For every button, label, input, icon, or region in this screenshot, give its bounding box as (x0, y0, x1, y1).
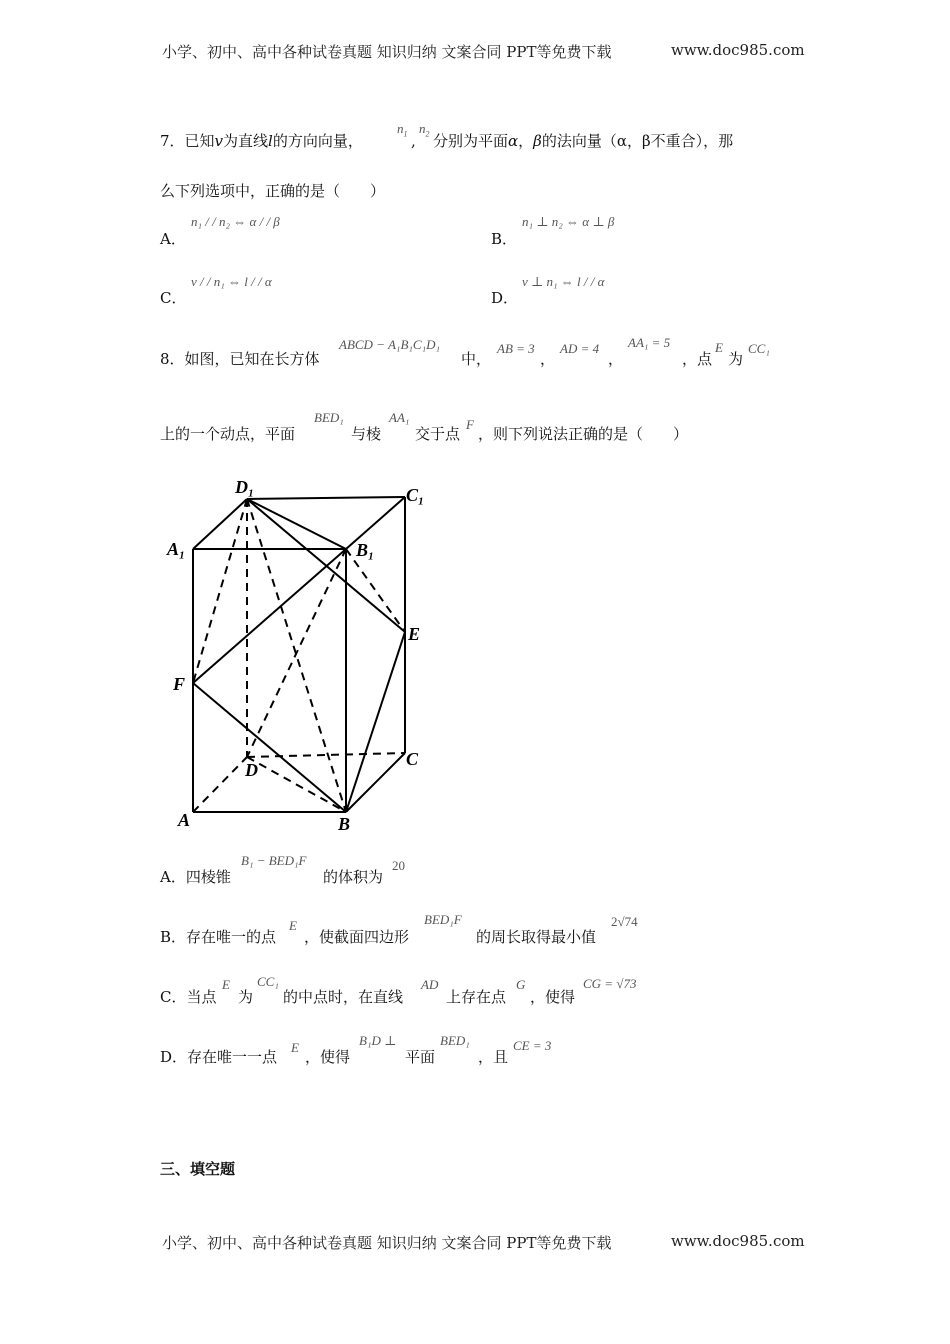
q8-text-zhong: 中， (461, 350, 492, 368)
q8-option-c-math1: E (222, 977, 230, 992)
q8-ab: AB = 3 (497, 341, 535, 356)
q8-plane-bed1: BED₁ (314, 410, 344, 425)
q8-option-c-math3: AD (421, 977, 439, 992)
q8-option-c-text1: 为 (238, 988, 254, 1006)
q8-option-c-math2: CC₁ (257, 974, 279, 989)
footer-site-url[interactable]: www.doc985.com (671, 1232, 805, 1250)
label-b: B (338, 814, 351, 834)
q8-comma-2: ， (608, 350, 624, 368)
q8-text-jiaoyudian: 交于点 (415, 425, 461, 443)
q7-option-d-math: v ⊥ n₁ ⇔ l / / α (522, 274, 605, 289)
q8-option-a-math1: B₁ − BED₁F (241, 853, 307, 868)
q7-option-a-label: A． (160, 230, 186, 248)
q7-line1: 7．已知v为直线l的方向向量， (160, 132, 363, 150)
q8-option-d-math2: B₁D ⊥ (359, 1033, 397, 1048)
q8-option-d-text1: ，使得 (305, 1048, 351, 1066)
q8-line1-start: 8．如图，已知在长方体 (160, 350, 320, 368)
q8-text-yuleng: 与棱 (351, 425, 382, 443)
q8-option-c-text4: ，使得 (530, 988, 576, 1006)
q8-option-d-math1: E (291, 1040, 299, 1055)
q8-option-b-math2: BED₁F (424, 912, 462, 927)
q8-option-b-math1: E (289, 918, 297, 933)
q8-e: E (715, 340, 723, 355)
q8-option-d-text3: ，且 (478, 1048, 509, 1066)
label-f: F (173, 674, 186, 694)
label-b1: B₁ (356, 540, 375, 560)
label-d1: D₁ (235, 477, 255, 497)
q8-text-wei: 为 (728, 350, 744, 368)
q8-ad: AD = 4 (560, 341, 600, 356)
label-d: D (245, 760, 258, 780)
q7-line2: 么下列选项中，正确的是（ ） (160, 182, 386, 200)
q8-option-c-label: C．当点 (160, 988, 217, 1006)
q8-cc1: CC₁ (748, 341, 770, 356)
q7-option-d-label: D． (491, 289, 519, 307)
q8-option-d-text2: 平面 (405, 1048, 436, 1066)
q8-line2-end: ，则下列说法正确的是（ ） (478, 425, 689, 443)
q7-option-a-math: n₁ / / n₂ ⇔ α / / β (191, 214, 280, 229)
q8-option-b-label: B．存在唯一的点 (160, 928, 277, 946)
q8-option-c-math5: CG = √73 (583, 976, 637, 991)
label-c1: C₁ (406, 485, 425, 505)
q8-option-a-label: A．四棱锥 (160, 868, 231, 886)
q7-line1-rest: 分别为平面α，β的法向量（α，β不重合），那 (433, 132, 734, 150)
q8-option-d-math3: BED₁ (440, 1033, 470, 1048)
q7-comma: , (411, 132, 416, 150)
q8-comma-1: ， (540, 350, 556, 368)
q8-option-c-math4: G (516, 977, 526, 992)
q8-option-b-math3: 2√74 (611, 914, 638, 929)
footer-promo-text: 小学、初中、高中各种试卷真题 知识归纳 文案合同 PPT等免费下载 (162, 1234, 612, 1252)
q8-option-a-text: 的体积为 (323, 868, 384, 886)
q8-option-a-math2: 20 (392, 858, 405, 873)
q8-f: F (466, 417, 474, 432)
header-promo-text: 小学、初中、高中各种试卷真题 知识归纳 文案合同 PPT等免费下载 (162, 43, 612, 61)
cuboid-figure (160, 470, 460, 840)
q7-option-b-label: B． (491, 230, 518, 248)
q8-option-b-text1: ，使截面四边形 (304, 928, 410, 946)
label-a: A (178, 810, 191, 830)
q8-text-dian: ，点 (682, 350, 713, 368)
q7-n2: $n_2$ (419, 121, 430, 139)
section-heading-fill-blank: 三、填空题 (160, 1160, 236, 1178)
label-a1: A₁ (167, 539, 186, 559)
label-c: C (406, 749, 419, 769)
q8-edge-aa1: AA₁ (389, 410, 410, 425)
q8-option-c-text3: 上存在点 (446, 988, 507, 1006)
q7-option-b-math: n₁ ⊥ n₂ ⇔ α ⊥ β (522, 214, 615, 229)
q7-option-c-label: C． (160, 289, 187, 307)
q8-option-d-math4: CE = 3 (513, 1038, 552, 1053)
header-site-url[interactable]: www.doc985.com (671, 41, 805, 59)
q7-n1: $n_1$ (397, 121, 408, 139)
q8-option-c-text2: 的中点时，在直线 (283, 988, 404, 1006)
q8-line2-start: 上的一个动点，平面 (160, 425, 296, 443)
label-e: E (408, 624, 421, 644)
q8-aa1: AA₁ = 5 (628, 335, 671, 350)
q8-option-b-text2: 的周长取得最小值 (476, 928, 597, 946)
q8-solid-name: ABCD − A₁B₁C₁D₁ (339, 337, 440, 352)
q7-option-c-math: v / / n₁ ⇔ l / / α (191, 274, 272, 289)
q8-option-d-label: D．存在唯一一点 (160, 1048, 278, 1066)
